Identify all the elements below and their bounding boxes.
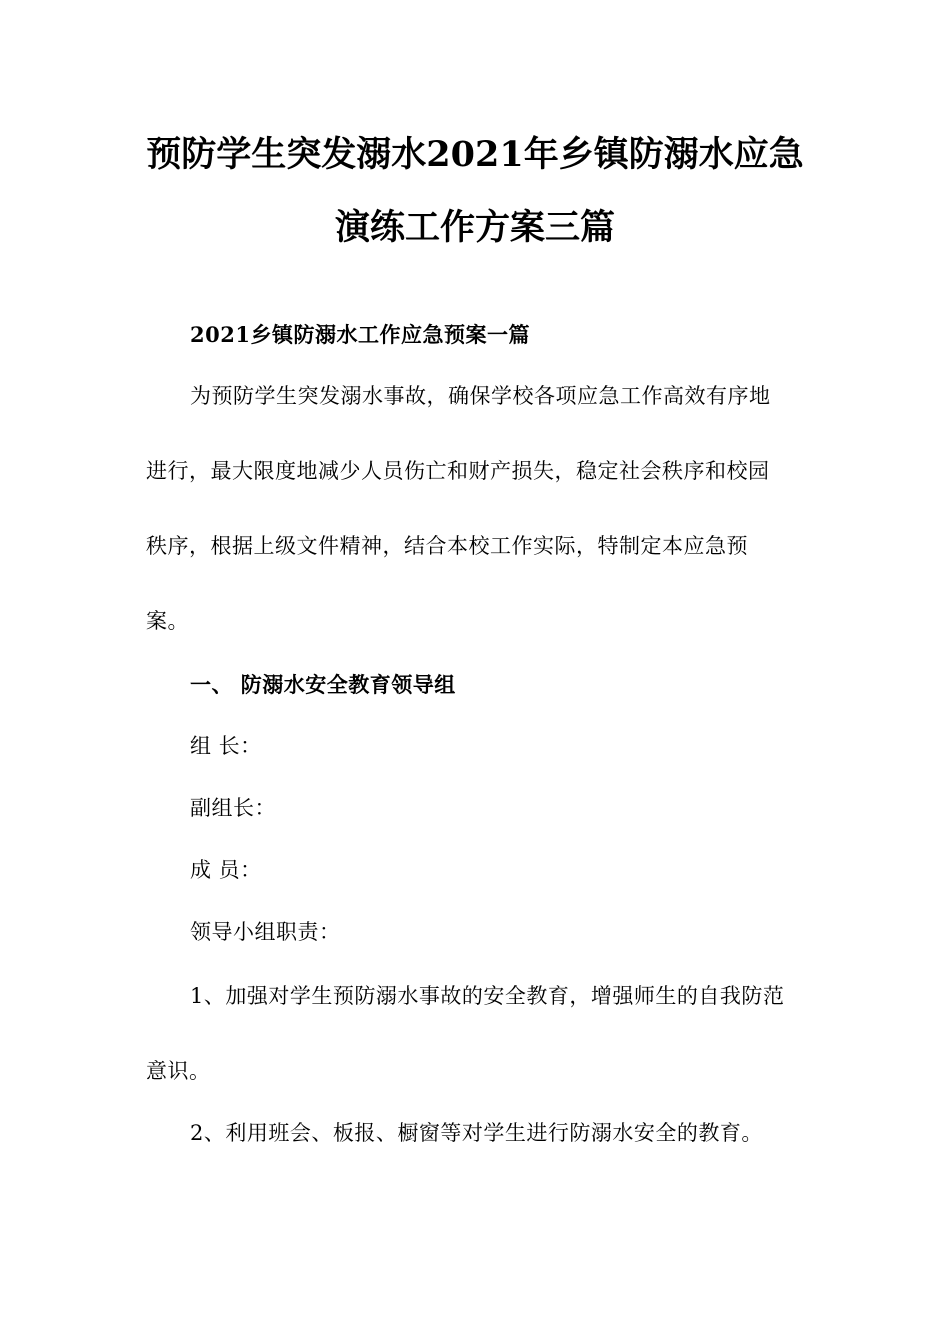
part1-heading: 一、 防溺水安全教育领导组 xyxy=(190,672,456,697)
intro-paragraph-line-2: 进行，最大限度地减少人员伤亡和财产损失，稳定社会秩序和校园 xyxy=(146,459,770,483)
intro-paragraph-line-3: 秩序，根据上级文件精神，结合本校工作实际，特制定本应急预 xyxy=(146,534,748,558)
document-title-line-2: 演练工作方案三篇 xyxy=(334,207,615,248)
document-title-line-1: 预防学生突发溺水2021年乡镇防溺水应急 xyxy=(146,134,804,175)
members-label: 成 员： xyxy=(190,858,262,882)
section-heading: 2021乡镇防溺水工作应急预案一篇 xyxy=(190,322,530,347)
leader-label: 组 长： xyxy=(190,734,262,758)
intro-paragraph-line-4: 案。 xyxy=(146,609,189,633)
duty-1-line-2: 意识。 xyxy=(146,1059,211,1083)
duties-label: 领导小组职责： xyxy=(190,920,341,944)
duty-2: 2、利用班会、板报、橱窗等对学生进行防溺水安全的教育。 xyxy=(190,1121,763,1145)
intro-paragraph-line-1: 为预防学生突发溺水事故，确保学校各项应急工作高效有序地 xyxy=(190,384,771,408)
duty-1-line-1: 1、加强对学生预防溺水事故的安全教育，增强师生的自我防范 xyxy=(190,984,785,1008)
deputy-leader-label: 副组长： xyxy=(190,796,276,820)
